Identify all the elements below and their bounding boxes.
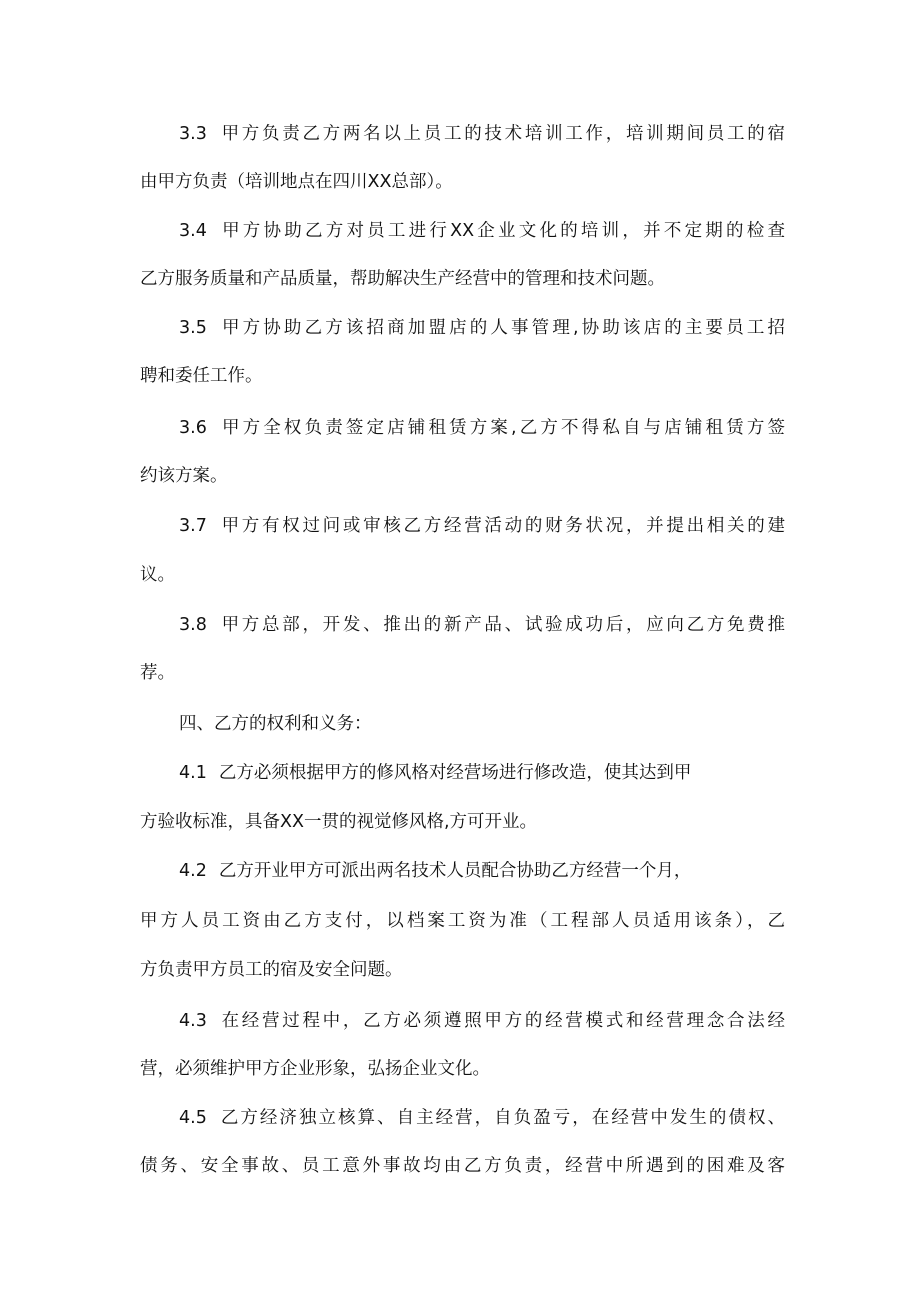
paragraph-4-3-line-2: 营，必须维护甲方企业形象，弘扬企业文化。 (140, 1059, 490, 1079)
paragraph-4-5-line-1 (179, 1100, 785, 1136)
paragraph-3-8-line-1 (179, 607, 785, 643)
clause-number: 4.3 (179, 1011, 207, 1031)
clause-number: 4.5 (179, 1108, 207, 1128)
line-text: 乙方经济独立核算、自主经营，自负盈亏，在经营中发生的债权、 (218, 1108, 785, 1128)
line-text: 乙方开业甲方可派出两名技术人员配合协助乙方经营一个月， (218, 861, 692, 881)
clause-number: 3.5 (179, 318, 207, 338)
line-text: 甲方协助乙方该招商加盟店的人事管理,协助该店的主要员工招 (218, 318, 785, 338)
line-text: 在经营过程中，乙方必须遵照甲方的经营模式和经营理念合法经 (218, 1011, 785, 1031)
clause-number: 4.1 (179, 763, 207, 783)
line-text: 甲方负责乙方两名以上员工的技术培训工作，培训期间员工的宿 (218, 124, 785, 144)
paragraph-3-7-line-1 (179, 508, 785, 544)
clause-number: 3.8 (179, 615, 207, 635)
section-heading: 四、乙方的权利和义务： (179, 714, 372, 734)
paragraph-4-2-line-1 (179, 853, 769, 889)
clause-number: 3.3 (179, 124, 207, 144)
paragraph-3-6-line-2: 约该方案。 (140, 466, 228, 486)
paragraph-3-4-line-1 (179, 213, 785, 249)
paragraph-4-2-line-2: 甲方人员工资由乙方支付，以档案工资为准（工程部人员适用该条），乙 (140, 911, 785, 931)
paragraph-4-1-line-1 (179, 755, 769, 791)
paragraph-3-3-line-1 (179, 116, 785, 152)
line-text: 甲方总部，开发、推出的新产品、试验成功后，应向乙方免费推 (218, 615, 785, 635)
paragraph-3-8-line-2: 荐。 (140, 663, 175, 683)
paragraph-3-7-line-2: 议。 (140, 565, 175, 585)
paragraph-4-2-line-3: 方负责甲方员工的宿及安全问题。 (140, 960, 403, 980)
clause-number: 3.7 (179, 516, 207, 536)
line-text: 甲方协助乙方对员工进行XX企业文化的培训，并不定期的检查 (218, 221, 785, 241)
paragraph-3-4-line-2: 乙方服务质量和产品质量，帮助解决生产经营中的管理和技术问题。 (140, 269, 665, 289)
line-text: 甲方有权过问或审核乙方经营活动的财务状况，并提出相关的建 (218, 516, 785, 536)
clause-number: 3.6 (179, 418, 207, 438)
line-text: 乙方必须根据甲方的修风格对经营场进行修改造，使其达到甲 (218, 763, 692, 783)
paragraph-3-5-line-1 (179, 310, 785, 346)
paragraph-3-6-line-1 (179, 410, 785, 446)
paragraph-4-5-line-2: 债务、安全事故、员工意外事故均由乙方负责，经营中所遇到的困难及客 (140, 1156, 785, 1176)
paragraph-3-3-line-2: 由甲方负责（培训地点在四川XX总部）。 (140, 172, 453, 192)
paragraph-4-1-line-2: 方验收标准，具备XX一贯的视觉修风格,方可开业。 (140, 812, 538, 832)
clause-number: 4.2 (179, 861, 207, 881)
line-text: 甲方全权负责签定店铺租赁方案,乙方不得私自与店铺租赁方签 (218, 418, 785, 438)
clause-number: 3.4 (179, 221, 207, 241)
paragraph-3-5-line-2: 聘和委任工作。 (140, 366, 263, 386)
paragraph-4-3-line-1 (179, 1003, 785, 1039)
